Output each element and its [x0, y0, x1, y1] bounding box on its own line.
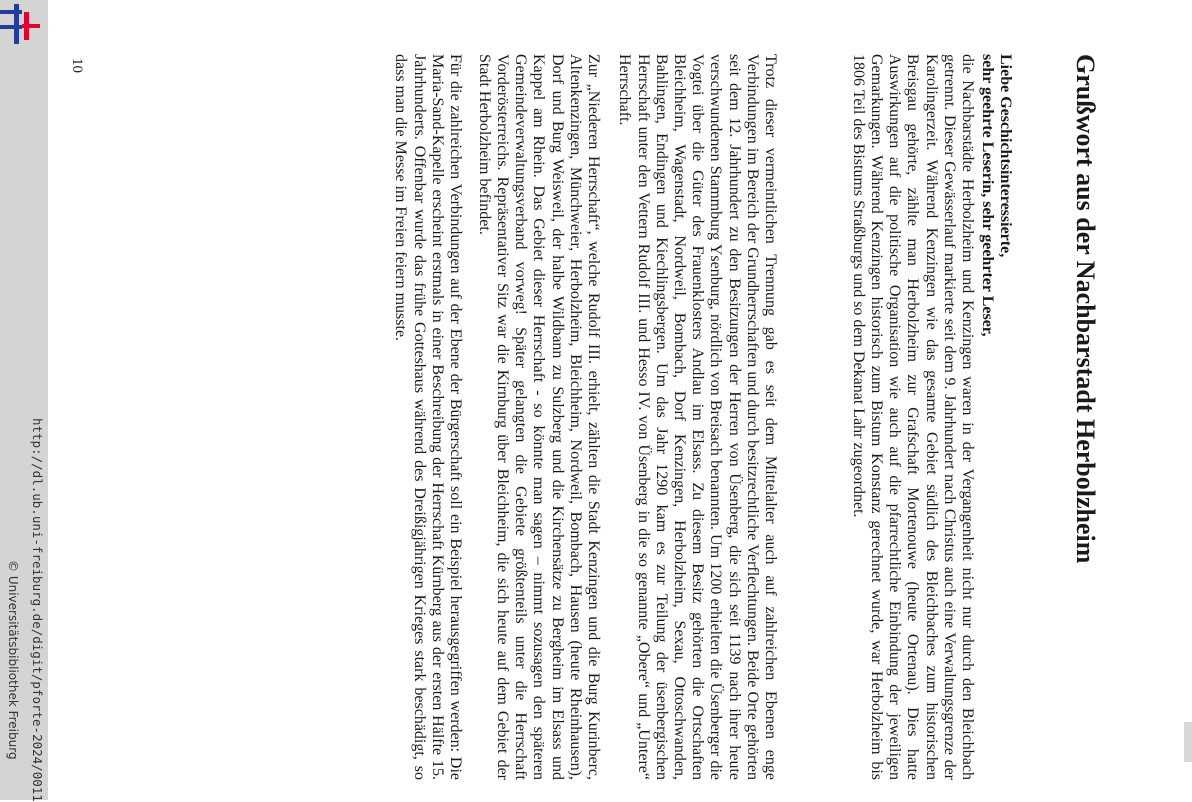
salutation-line: Liebe Geschichtsinteressierte,	[997, 54, 1014, 258]
paragraph: Für die zahlreichen Verbindungen auf der Ebene der Bürgerschaft soll ein Beispiel herausgegriffen werden: Die Maria-Sand-Kapelle erscheint erstmals in einer Beschreibung der Herrschaft Kürnberg aus der ersten Hälfte 15. Jahrhunderts. Offenbar wurde das frühe Gotteshaus während des Dreißigjährigen Krieges stark beschädigt, so dass man die Messe im Freien feiern musste.	[392, 54, 464, 780]
paragraph: Trotz dieser vermeintlichen Trennung gab es seit dem Mittelalter auch auf zahlreichen Ebenen enge Verbindungen im Bereich der Grundherrschaften und durch besitzrechtliche Verflechtungen. Beide Orte gehörten seit dem 12. Jahrhundert zu den Besitzungen der Herren von Üsenberg, die sich seit 1139 nach ihrer heute verschwundenen Stammburg Ysenburg, nördlich von Breisach benannten. Um 1200 erhielten die Üsenberger die Vogtei über die Güter des Frauenklosters Andlau im Elsass. Zu diesem Besitz gehörten die Ortschaften Bleichheim, Wagenstadt, Nordweil, Bombach, Dorf Kenzingen, Herbolzheim, Sexau, Ottoschwanden, Bahlingen, Endingen und Kiechlingsbergen. Um das Jahr 1290 kam es zur Teilung der üsenbergischen Herrschaft unter den Vettern Rudolf III. und Hesso IV. von Üsenberg in die so genannte „Obere“ und „Untere“ Herrschaft.	[616, 54, 779, 780]
page-number: 10	[69, 58, 85, 73]
page-title: Grußwort aus der Nachbarstadt Herbolzheim	[1071, 54, 1100, 564]
document-page	[70, 54, 1100, 780]
salutation-line: sehr geehrte Leserin, sehr geehrter Leser,	[979, 54, 997, 337]
scrollbar-thumb[interactable]	[1184, 722, 1192, 762]
salutation	[979, 54, 1014, 780]
watermark-url: http://dl.ub.uni-freiburg.de/digit/pforte-2024/0011	[30, 418, 45, 802]
paragraph: die Nachbarstädte Herbolzheim und Kenzingen waren in der Vergangenheit nicht nur durch den Bleichbach getrennt. Dieser Gewässerlauf markierte seit dem 9. Jahrhundert nach Christus auch eine Verwaltungsgrenze der Karolingerzeit. Während Kenzingen wie das gesamte Gebiet südlich des Bleichbaches zum historischen Breisgau gehörte, zählte man Herbolzheim zur Grafschaft Mortenouwe (heute Ortenau). Dies hatte Auswirkungen auf die politische Organisation wie auch auf die pfarrechtliche Einbindung der jeweiligen Gemarkungen. Während Kenzingen historisch zum Bistum Konstanz gerechnet wurde, war Herbolzheim bis 1806 Teil des Bistums Straßburgs und so dem Dekanat Lahr zugeordnet.	[849, 54, 976, 780]
watermark-copyright: © Universitätsbibliothek Freiburg	[6, 560, 20, 760]
watermark	[0, 0, 48, 800]
paragraph: Zur „Niederen Herrschaft“, welche Rudolf III. erhielt, zählten die Stadt Kenzingen und die Burg Kurinberc, Altenkenzingen, Münchweier, Herbolzheim, Bleichheim, Nordweil, Bombach, Hausen (heute Rheinhausen), Dorf und Burg Weisweil, der halbe Wildbann zu Sulzberg und die Kirchensätze zu Bergheim im Elsass und Kappel am Rhein. Das Gebiet dieser Herrschaft - so könnte man sagen – nimmt sozusagen den späteren Gemeindeverwaltungsverband vorweg! Später gelangten die Gebiete größtenteils unter die Herrschaft Vorderösterreichs. Repräsentativer Sitz war die Kirnburg über Bleichheim, die sich heute auf dem Gebiet der Stadt Herbolzheim befindet.	[475, 54, 602, 780]
